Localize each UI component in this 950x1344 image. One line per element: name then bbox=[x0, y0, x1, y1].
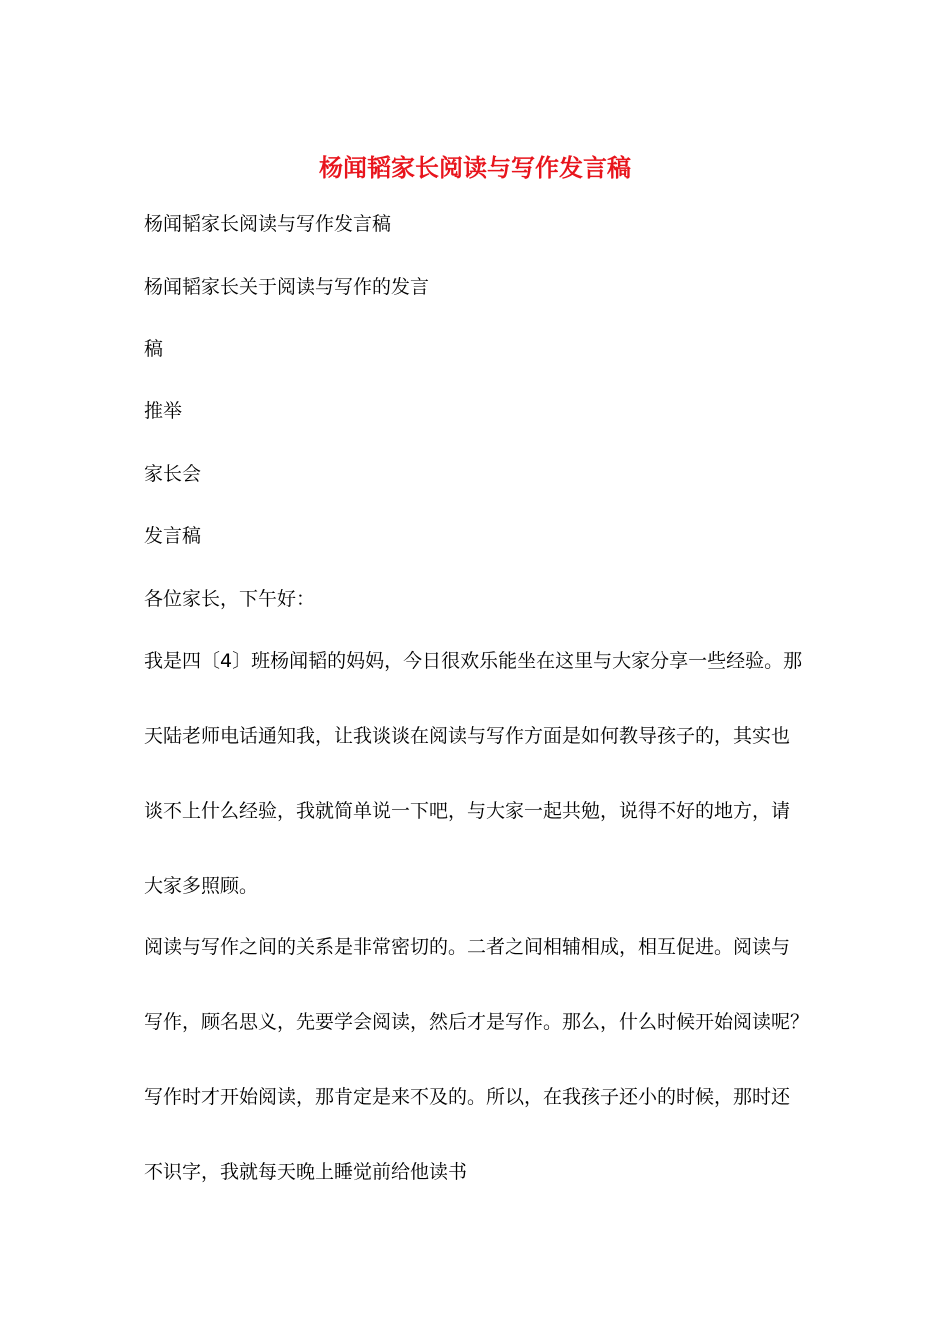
paragraph-line: 不识字，我就每天晚上睡觉前给他读书 bbox=[144, 1161, 468, 1183]
greeting-line: 各位家长，下午好： bbox=[144, 588, 316, 610]
paragraph-line: 我是四〔4〕班杨闻韬的妈妈，今日很欢乐能坐在这里与大家分享一些经验。那 bbox=[144, 650, 803, 672]
text-line: 杨闻韬家长关于阅读与写作的发言 bbox=[144, 276, 430, 298]
text-line: 家长会 bbox=[144, 463, 202, 485]
paragraph-line: 阅读与写作之间的关系是非常密切的。二者之间相辅相成，相互促进。阅读与 bbox=[144, 936, 791, 958]
text-line: 推举 bbox=[144, 400, 183, 422]
text-line: 杨闻韬家长阅读与写作发言稿 bbox=[144, 213, 392, 235]
paragraph-line: 天陆老师电话通知我，让我谈谈在阅读与写作方面是如何教导孩子的，其实也 bbox=[144, 725, 791, 747]
paragraph-line: 写作，顾名思义，先要学会阅读，然后才是写作。那么，什么时候开始阅读呢？ bbox=[144, 1011, 810, 1033]
paragraph-line: 写作时才开始阅读，那肯定是来不及的。所以，在我孩子还小的时候，那时还 bbox=[144, 1086, 791, 1108]
document-title: 杨闻韬家长阅读与写作发言稿 bbox=[319, 153, 631, 182]
paragraph-line: 大家多照顾。 bbox=[144, 875, 259, 897]
text-line: 发言稿 bbox=[144, 525, 202, 547]
paragraph-line: 谈不上什么经验，我就简单说一下吧，与大家一起共勉，说得不好的地方，请 bbox=[144, 800, 791, 822]
text-line: 稿 bbox=[144, 338, 164, 360]
